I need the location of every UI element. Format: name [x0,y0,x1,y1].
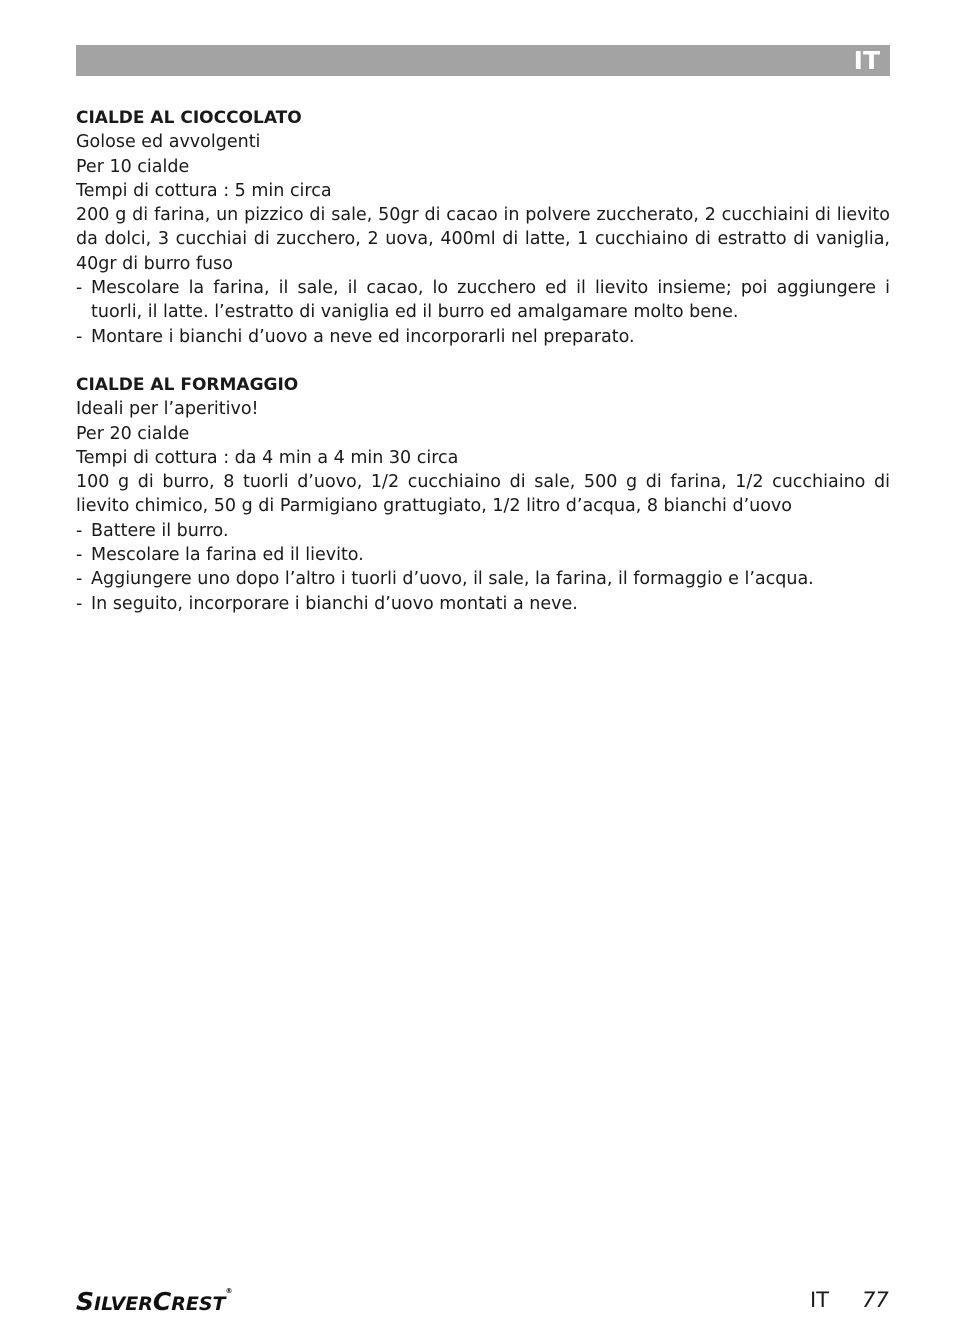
recipe-title: CIALDE AL FORMAGGIO [76,374,299,395]
step-dash: - [76,569,83,590]
step-text: Mescolare la farina ed il lievito. [91,545,364,566]
footer-language-code: IT [810,1288,830,1312]
recipe-time: Tempi di cottura : 5 min circa [76,180,332,201]
step-dash: - [76,593,83,614]
recipe-step [76,276,890,325]
recipe-subtitle: Golose ed avvolgenti [76,132,261,153]
recipe-step [76,543,890,567]
recipe-cheese-waffles [76,373,890,616]
recipe-step [76,592,890,616]
page-number: 77 [862,1288,889,1312]
page-content [76,106,890,640]
recipe-servings: Per 20 cialde [76,423,190,444]
recipe-subtitle: Ideali per l’aperitivo! [76,399,259,420]
recipe-steps [76,276,890,349]
language-bar [76,45,890,76]
recipe-servings: Per 10 cialde [76,156,190,177]
step-dash: - [76,278,83,299]
step-text: Battere il burro. [91,520,229,541]
recipe-step [76,519,890,543]
recipe-ingredients: 200 g di farina, un pizzico di sale, 50gr di cacao in polvere zuccherato, 2 cucchiaini di lievito da dolci, 3 cucchiai di zucchero, 2 uova, 400ml di latte, 1 cucchiaino di estratto di vaniglia, 40gr di burro fuso [76,205,890,274]
recipe-ingredients: 100 g di burro, 8 tuorli d’uovo, 1/2 cucchiaino di sale, 500 g di farina, 1/2 cucchiaino di lievito chimico, 50 g di Parmigiano grattugiato, 1/2 litro d’acqua, 8 bianchi d’uovo [76,472,890,517]
language-code: IT [853,46,880,75]
recipe-step [76,567,890,591]
step-text: Montare i bianchi d’uovo a neve ed incorporarli nel preparato. [91,326,635,347]
step-dash: - [76,326,83,347]
step-text: Mescolare la farina, il sale, il cacao, lo zucchero ed il lievito insieme; poi aggiungere i tuorli, il latte. l’estratto di vaniglia ed il burro ed amalgamare molto bene. [91,278,890,323]
step-text: Aggiungere uno dopo l’altro i tuorli d’uovo, il sale, la farina, il formaggio e l’acqua. [91,569,814,590]
silvercrest-logo: SILVERCREST® [76,1287,233,1316]
step-dash: - [76,520,83,541]
recipe-time: Tempi di cottura : da 4 min a 4 min 30 circa [76,447,459,468]
recipe-title: CIALDE AL CIOCCOLATO [76,108,302,128]
recipe-step [76,325,890,349]
step-text: In seguito, incorporare i bianchi d’uovo montati a neve. [91,593,578,614]
recipe-chocolate-waffles [76,106,890,349]
step-dash: - [76,545,83,566]
recipe-steps [76,519,890,616]
